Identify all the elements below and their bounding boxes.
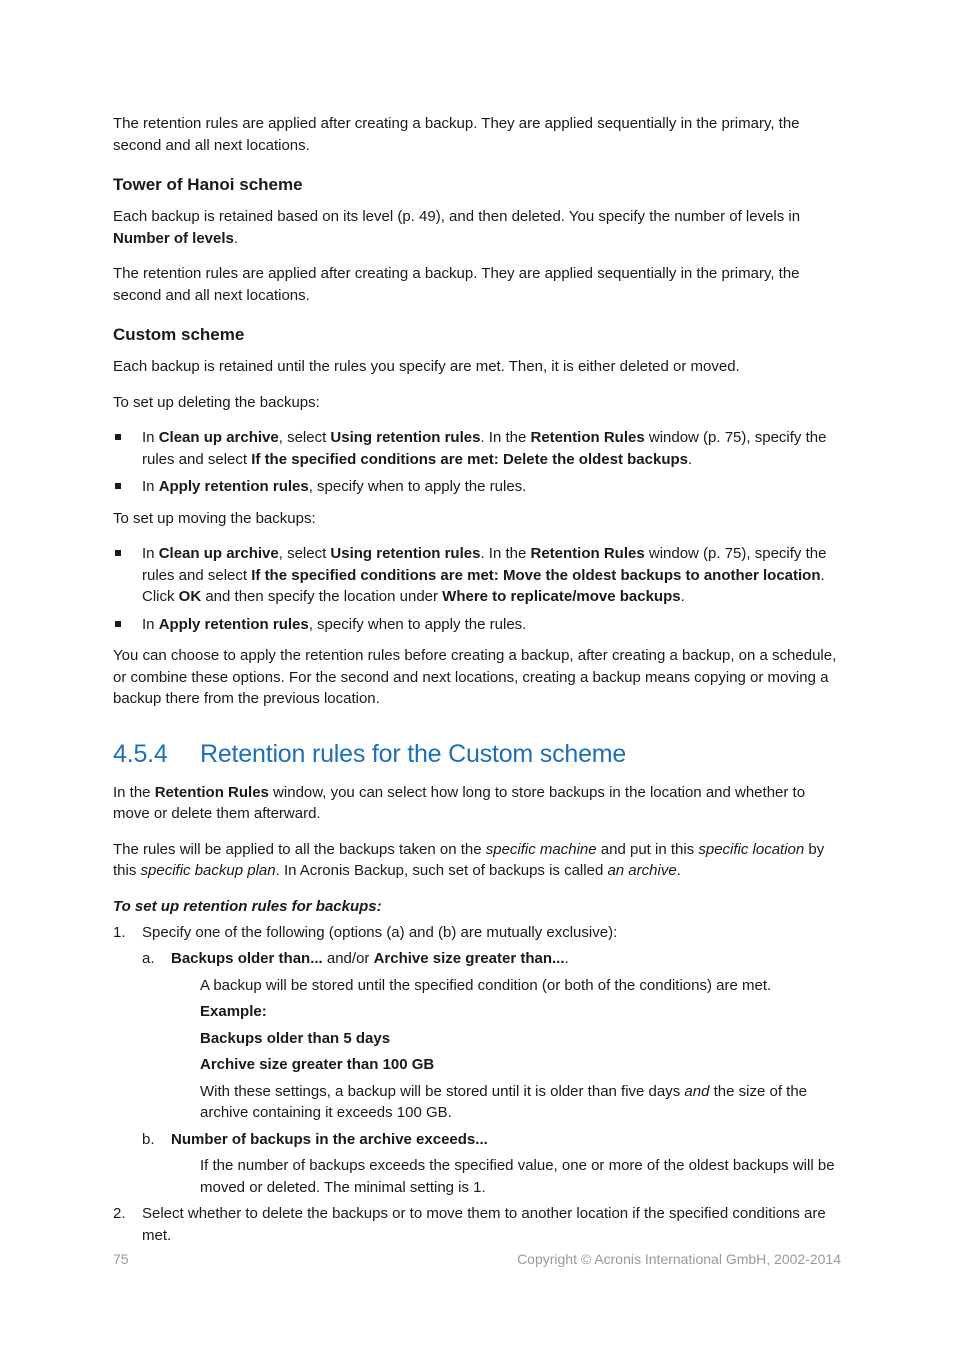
list-item: In Clean up archive, select Using retention rules. In the Retention Rules window (p. 75), specify the rules and select If the specified conditions are met: Move the oldest backups to another location. Click OK and then specify the location under Where to replicate/move backups. <box>113 543 841 608</box>
section-number: 4.5.4 <box>113 739 168 768</box>
hanoi-heading: Tower of Hanoi scheme <box>113 175 303 194</box>
hanoi-paragraph-2: The retention rules are applied after creating a backup. They are applied sequentially in the primary, the second and all next locations. <box>113 265 800 304</box>
page-footer <box>113 1251 841 1267</box>
list-item: In Apply retention rules, specify when to apply the rules. <box>113 476 841 498</box>
move-steps-list <box>113 543 841 635</box>
step-marker: 1. <box>113 923 126 941</box>
page-number: 75 <box>113 1251 129 1267</box>
section-heading <box>113 738 841 770</box>
procedure-step-1: 1. Specify one of the following (options (a) and (b) are mutually exclusive): a. Backups older than... and/or Archive size greater than.... A backup will be stored until the specified condition (or both of the conditions) are met. Example: Backups older than 5 days Archive size greater than 100 GB With these settings, a backup will be stored until it is older than five days and the size of the archive containing it exceeds 100 GB. b. Number of backups in the archive exceeds... If the number of backups exceeds the specified value, one or more of the oldest backups will be moved or deleted. The minimal setting is 1. <box>113 922 841 1199</box>
section-title: Retention rules for the Custom scheme <box>200 739 627 768</box>
custom-paragraph-1: Each backup is retained until the rules you specify are met. Then, it is either deleted or moved. <box>113 358 740 375</box>
move-intro: To set up moving the backups: <box>113 509 316 527</box>
option-b-description: If the number of backups exceeds the specified value, one or more of the oldest backups will be moved or deleted. The minimal setting is 1. <box>200 1157 835 1196</box>
delete-steps-list <box>113 427 841 498</box>
example-label: Example: <box>200 1003 267 1020</box>
list-item: In Apply retention rules, specify when to apply the rules. <box>113 614 841 636</box>
square-bullet-icon <box>115 550 121 556</box>
example-line-2: Archive size greater than 100 GB <box>200 1056 435 1073</box>
procedure-steps <box>113 922 841 1247</box>
option-b-details <box>200 1155 841 1198</box>
option-b: b. Number of backups in the archive exceeds... If the number of backups exceeds the specified value, one or more of the oldest backups will be moved or deleted. The minimal setting is 1. <box>142 1129 841 1199</box>
custom-heading: Custom scheme <box>113 325 245 344</box>
option-list <box>142 948 841 1198</box>
example-line-1: Backups older than 5 days <box>200 1029 391 1047</box>
option-a: a. Backups older than... and/or Archive size greater than.... A backup will be stored until the specified condition (or both of the conditions) are met. Example: Backups older than 5 days Archive size greater than 100 GB With these settings, a backup will be stored until it is older than five days and the size of the archive containing it exceeds 100 GB. <box>142 948 841 1124</box>
option-marker: b. <box>142 1130 155 1148</box>
procedure-step-2: 2. Select whether to delete the backups or to move them to another location if the specified conditions are met. <box>113 1205 826 1244</box>
option-a-details <box>200 975 841 1124</box>
square-bullet-icon <box>115 434 121 440</box>
gfs-tail-paragraph: The retention rules are applied after creating a backup. They are applied sequentially in the primary, the second and all next locations. <box>113 115 800 154</box>
custom-paragraph-last: You can choose to apply the retention rules before creating a backup, after creating a backup, on a schedule, or combine these options. For the second and next locations, creating a backup means copying or moving a backup there from the previous location. <box>113 647 837 707</box>
copyright-notice: Copyright © Acronis International GmbH, 2002-2014 <box>517 1251 841 1267</box>
step-marker: 2. <box>113 1205 126 1222</box>
list-item: In Clean up archive, select Using retention rules. In the Retention Rules window (p. 75), specify the rules and select If the specified conditions are met: Delete the oldest backups. <box>113 427 841 470</box>
document-body <box>113 113 841 1251</box>
option-a-description: A backup will be stored until the specified condition (or both of the conditions) are met. <box>200 976 772 994</box>
section-paragraph-1: In the Retention Rules window, you can select how long to store backups in the location and whether to move or delete them afterward. <box>113 783 806 822</box>
hanoi-paragraph-1: Each backup is retained based on its level (p. 49), and then deleted. You specify the number of levels in Number of levels. <box>113 208 801 247</box>
delete-intro: To set up deleting the backups: <box>113 393 320 411</box>
square-bullet-icon <box>115 483 121 489</box>
example-note: With these settings, a backup will be stored until it is older than five days and the size of the archive containing it exceeds 100 GB. <box>200 1082 808 1121</box>
square-bullet-icon <box>115 621 121 627</box>
procedure-heading: To set up retention rules for backups: <box>113 897 382 915</box>
section-paragraph-2: The rules will be applied to all the backups taken on the specific machine and put in this specific location by this specific backup plan. In Acronis Backup, such set of backups is called an archive. <box>113 840 825 879</box>
option-marker: a. <box>142 950 155 967</box>
